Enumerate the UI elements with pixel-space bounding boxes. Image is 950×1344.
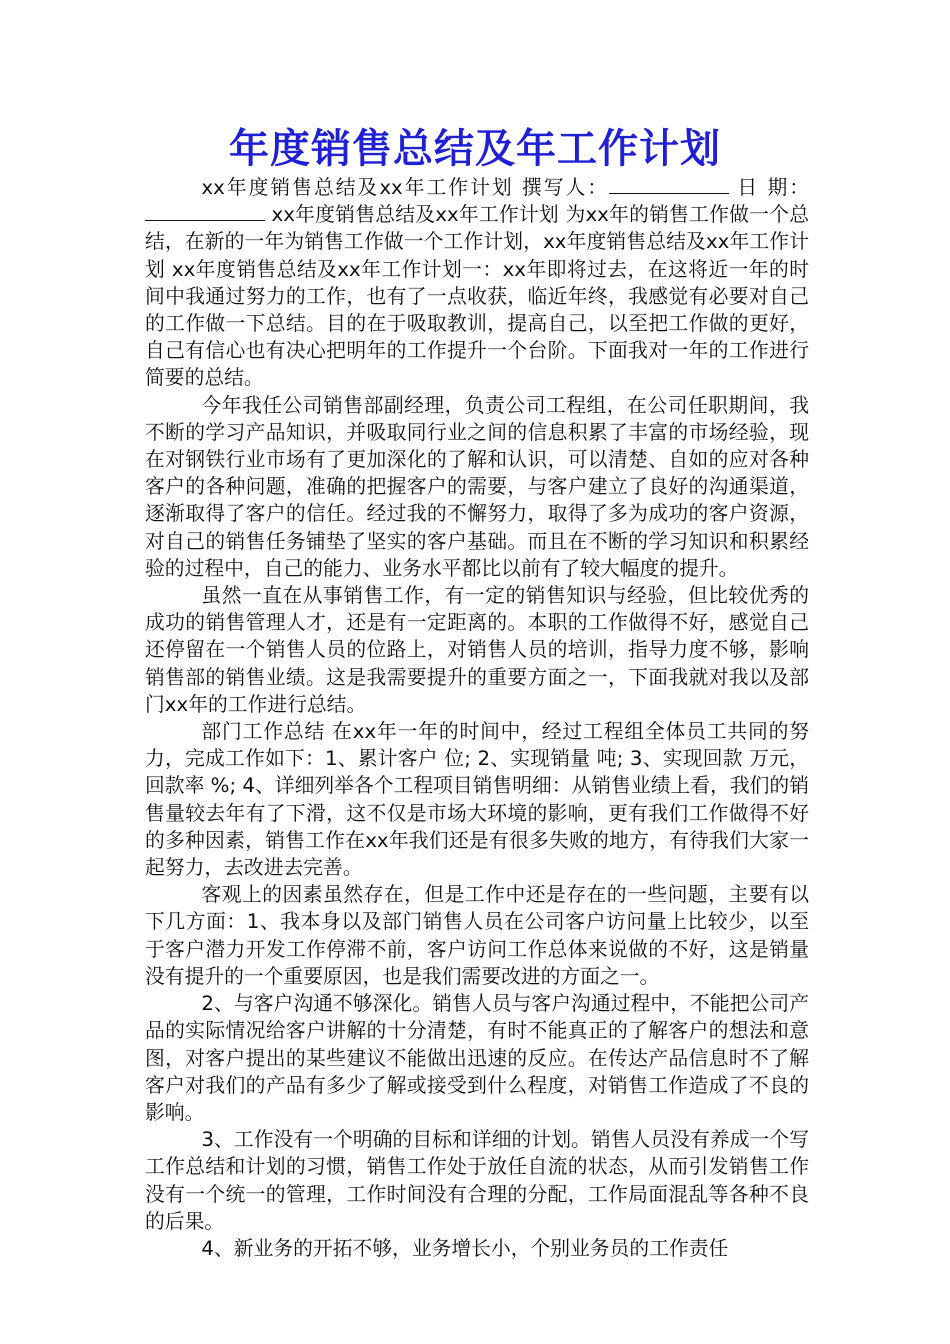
paragraph: 4、新业务的开拓不够，业务增长小，个别业务员的工作责任 <box>201 1236 729 1260</box>
author-blank <box>609 175 729 194</box>
paragraph: 今年我任公司销售部副经理，负责公司工程组，在公司任职期间，我不断的学习产品知识，并吸取同行业之间的信息积累了丰富的市场经验，现在对钢铁行业市场有了更加深化的了解和认识，可以清楚、自如的应对各种客户的各种问题，准确的把握客户的需要，与客户建立了良好的沟通渠道，逐渐取得了客户的信任。经过我的不懈努力，取得了多为成功的客户资源，对自己的销售任务铺垫了坚实的客户基础。而且在不断的学习知识和积累经验的过程中，自己的能力、业务水平都比以前有了较大幅度的提升。 <box>145 393 809 580</box>
paragraph: 2、与客户沟通不够深化。销售人员与客户沟通过程中，不能把公司产品的实际情况给客户讲解的十分清楚，有时不能真正的了解客户的想法和意图，对客户提出的某些建议不能做出迅速的反应。在传达产品信息时不了解客户对我们的产品有多少了解或接受到什么程度，对销售工作造成了不良的影响。 <box>145 992 809 1124</box>
document-title: 年度销售总结及年工作计划 <box>229 125 721 172</box>
paragraph: 3、工作没有一个明确的目标和详细的计划。销售人员没有养成一个写工作总结和计划的习惯，销售工作处于放任自流的状态，从而引发销售工作没有一个统一的管理，工作时间没有合理的分配，工作局面混乱等各种不良的后果。 <box>145 1128 809 1233</box>
date-blank <box>145 202 265 221</box>
paragraph: 客观上的因素虽然存在，但是工作中还是存在的一些问题，主要有以下几方面：1、我本身以及部门销售人员在公司客户访问量上比较少，以至于客户潜力开发工作停滞不前，客户访问工作总体来说做的不好，这是销量没有提升的一个重要原因，也是我们需要改进的方面之一。 <box>145 883 809 988</box>
header-paragraph <box>145 174 809 392</box>
paragraph: 部门工作总结 在xx年一年的时间中，经过工程组全体员工共同的努力，完成工作如下：1、累计客户 位; 2、实现销量 吨; 3、实现回款 万元，回款率 %; 4、详细列举各个工程项目销售明细：从销售业绩上看，我们的销售量较去年有了下滑，这不仅是市场大环境的影响，更有我们工作做得不好的多种因素，销售工作在xx年我们还是有很多失败的地方，有待我们大家一起努力，去改进去完善。 <box>145 720 809 880</box>
header-date-label: 日 期： <box>729 176 810 199</box>
header-author-label: xx年度销售总结及xx年工作计划 撰写人： <box>201 176 610 199</box>
intro-text: xx年度销售总结及xx年工作计划 为xx年的销售工作做一个总结，在新的一年为销售工作做一个工作计划，xx年度销售总结及xx年工作计划 xx年度销售总结及xx年工作计划一：xx年即将过去，在这将近一年的时间中我通过努力的工作，也有了一点收获，临近年终，我感觉有必要对自己的工作做一下总结。目的在于吸取教训，提高自己，以至把工作做的更好，自己有信心也有决心把明年的工作提升一个台阶。下面我对一年的工作进行简要的总结。 <box>145 203 809 390</box>
paragraph: 虽然一直在从事销售工作，有一定的销售知识与经验，但比较优秀的成功的销售管理人才，还是有一定距离的。本职的工作做得不好，感觉自己还停留在一个销售人员的位路上，对销售人员的培训，指导力度不够，影响销售部的销售业绩。这是我需要提升的重要方面之一，下面我就对我以及部门xx年的工作进行总结。 <box>145 584 809 716</box>
document-body <box>145 174 809 1262</box>
